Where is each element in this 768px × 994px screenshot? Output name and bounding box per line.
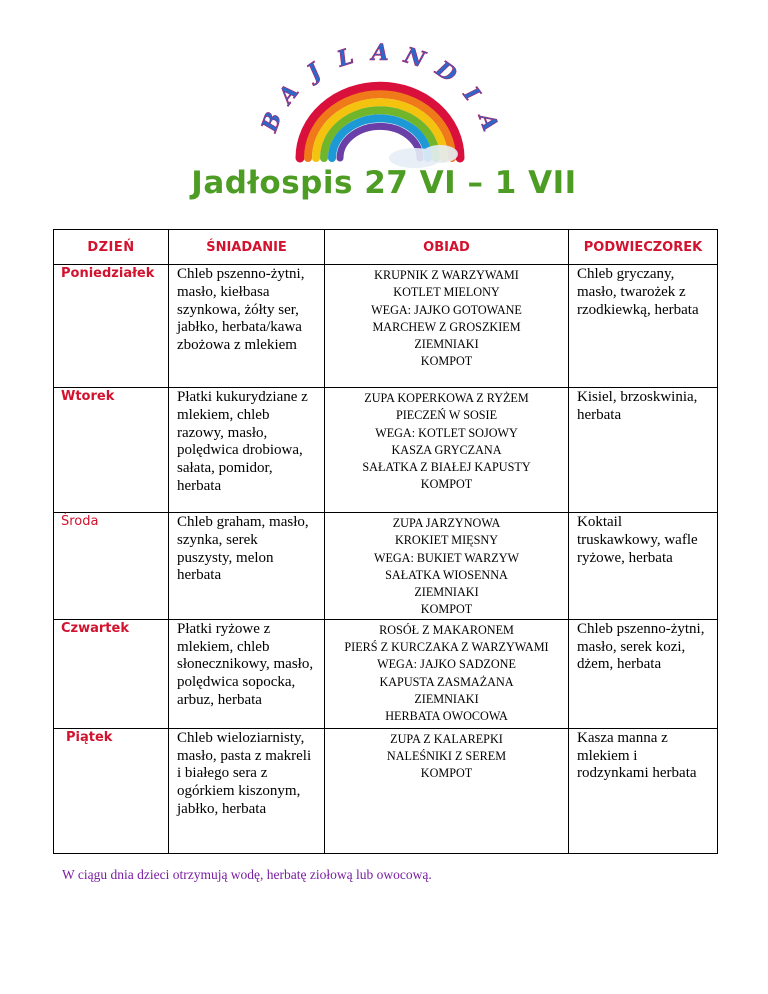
lunch-cell (325, 620, 568, 726)
lunch-item: SAŁATKA WIOSENNA (385, 567, 508, 582)
breakfast-cell: Płatki ryżowe z mlekiem, chleb słonecznikowy, masło, polędwica sopocka, arbuz, herbata (177, 620, 314, 708)
day-cell: Poniedziałek (54, 265, 169, 388)
lunch-item: WEGA: BUKIET WARZYW (373, 550, 520, 565)
logo-letter: I (457, 82, 485, 107)
header-day: DZIEŃ (54, 230, 169, 265)
page-title: Jadłospis 27 VI – 1 VII (191, 165, 577, 201)
lunch-cell (325, 729, 568, 783)
snack-cell: Chleb gryczany, masło, twarożek z rzodkiewką, herbata (577, 266, 699, 318)
logo-letter: B (256, 108, 288, 136)
table-row (54, 265, 718, 388)
lunch-item: ZIEMNIAKI (414, 691, 479, 706)
lunch-item: ZIEMNIAKI (414, 337, 479, 352)
lunch-item: ZUPA JARZYNOWA (392, 516, 501, 530)
lunch-item: ZIEMNIAKI (414, 585, 479, 600)
lunch-item: SAŁATKA Z BIAŁEJ KAPUSTY (362, 460, 531, 475)
breakfast-cell: Chleb graham, masło, szynka, serek puszysty, melon herbata (177, 514, 309, 584)
lunch-cell (325, 265, 568, 371)
lunch-item: MARCHEW Z GROSZKIEM (372, 319, 521, 334)
lunch-item: NALEŚNIKI Z SEREM (386, 749, 507, 764)
header-breakfast: ŚNIADANIE (169, 230, 325, 265)
snack-cell: Koktail truskawkowy, wafle ryżowe, herbata (577, 514, 698, 566)
day-cell: Czwartek (54, 619, 169, 728)
lunch-item: KRUPNIK Z WARZYWAMI (374, 268, 519, 282)
lunch-item: ZUPA Z KALAREPKI (390, 731, 503, 746)
breakfast-cell: Chleb wieloziarnisty, masło, pasta z makreli i białego sera z ogórkiem kiszonym, jabłko, herbata (177, 729, 312, 817)
header-lunch: OBIAD (325, 230, 569, 265)
day-cell: Środa (54, 513, 169, 620)
table-row (54, 388, 718, 513)
lunch-item: WEGA: JAJKO SADZONE (377, 657, 516, 672)
header-snack: PODWIECZOREK (569, 230, 718, 265)
breakfast-cell: Płatki kukurydziane z mlekiem, chleb razowy, masło, polędwica drobiowa, sałata, pomidor, herbata (177, 389, 308, 494)
lunch-item: KASZA GRYCZANA (391, 442, 502, 457)
lunch-item: ROSÓŁ Z MAKARONEM (379, 622, 514, 637)
table-row (54, 728, 718, 853)
snack-cell: Kisiel, brzoskwinia, herbata (577, 389, 698, 423)
lunch-item: KOMPOT (420, 477, 473, 492)
day-cell: Piątek (54, 728, 169, 853)
lunch-item: KAPUSTA ZASMAŻANA (379, 674, 514, 689)
breakfast-cell: Chleb pszenno-żytni, masło, kiełbasa szynkowa, żółty ser, jabłko, herbata/kawa zbożowa z mlekiem (177, 266, 305, 354)
logo-letter: D (430, 55, 462, 89)
table-row (54, 513, 718, 620)
footer-note: W ciągu dnia dzieci otrzymują wodę, herbatę ziołową lub owocową. (62, 867, 432, 882)
lunch-item: WEGA: JAJKO GOTOWANE (371, 302, 522, 317)
snack-cell: Chleb pszenno-żytni, masło, serek kozi, dżem, herbata (577, 620, 705, 673)
lunch-item: HERBATA OWOCOWA (385, 709, 508, 724)
lunch-cell (325, 388, 568, 494)
menu-table (53, 229, 718, 854)
lunch-item: KOMPOT (420, 766, 473, 781)
snack-cell: Kasza manna z mlekiem i rodzynkami herbata (577, 729, 697, 782)
header-row (54, 230, 718, 265)
logo-letter: A (472, 109, 504, 135)
lunch-cell (325, 513, 568, 619)
bajlandia-logo (255, 40, 505, 170)
lunch-item: WEGA: KOTLET SOJOWY (375, 425, 518, 440)
lunch-item: ZUPA KOPERKOWA Z RYŻEM (364, 391, 529, 405)
lunch-item: KROKIET MIĘSNY (394, 533, 499, 548)
lunch-item: PIECZEŃ W SOSIE (395, 408, 498, 423)
table-row (54, 619, 718, 728)
logo-letter: N (401, 42, 429, 74)
lunch-item: KOMPOT (420, 602, 473, 617)
lunch-item: KOMPOT (420, 354, 473, 369)
logo-letter: L (334, 43, 357, 73)
lunch-item: PIERŚ Z KURCZAKA Z WARZYWAMI (344, 640, 549, 655)
day-cell: Wtorek (54, 388, 169, 513)
lunch-item: KOTLET MIELONY (393, 285, 500, 300)
logo-letter: J (302, 58, 326, 86)
logo-letter: A (371, 40, 389, 66)
logo-letter: A (273, 79, 305, 109)
